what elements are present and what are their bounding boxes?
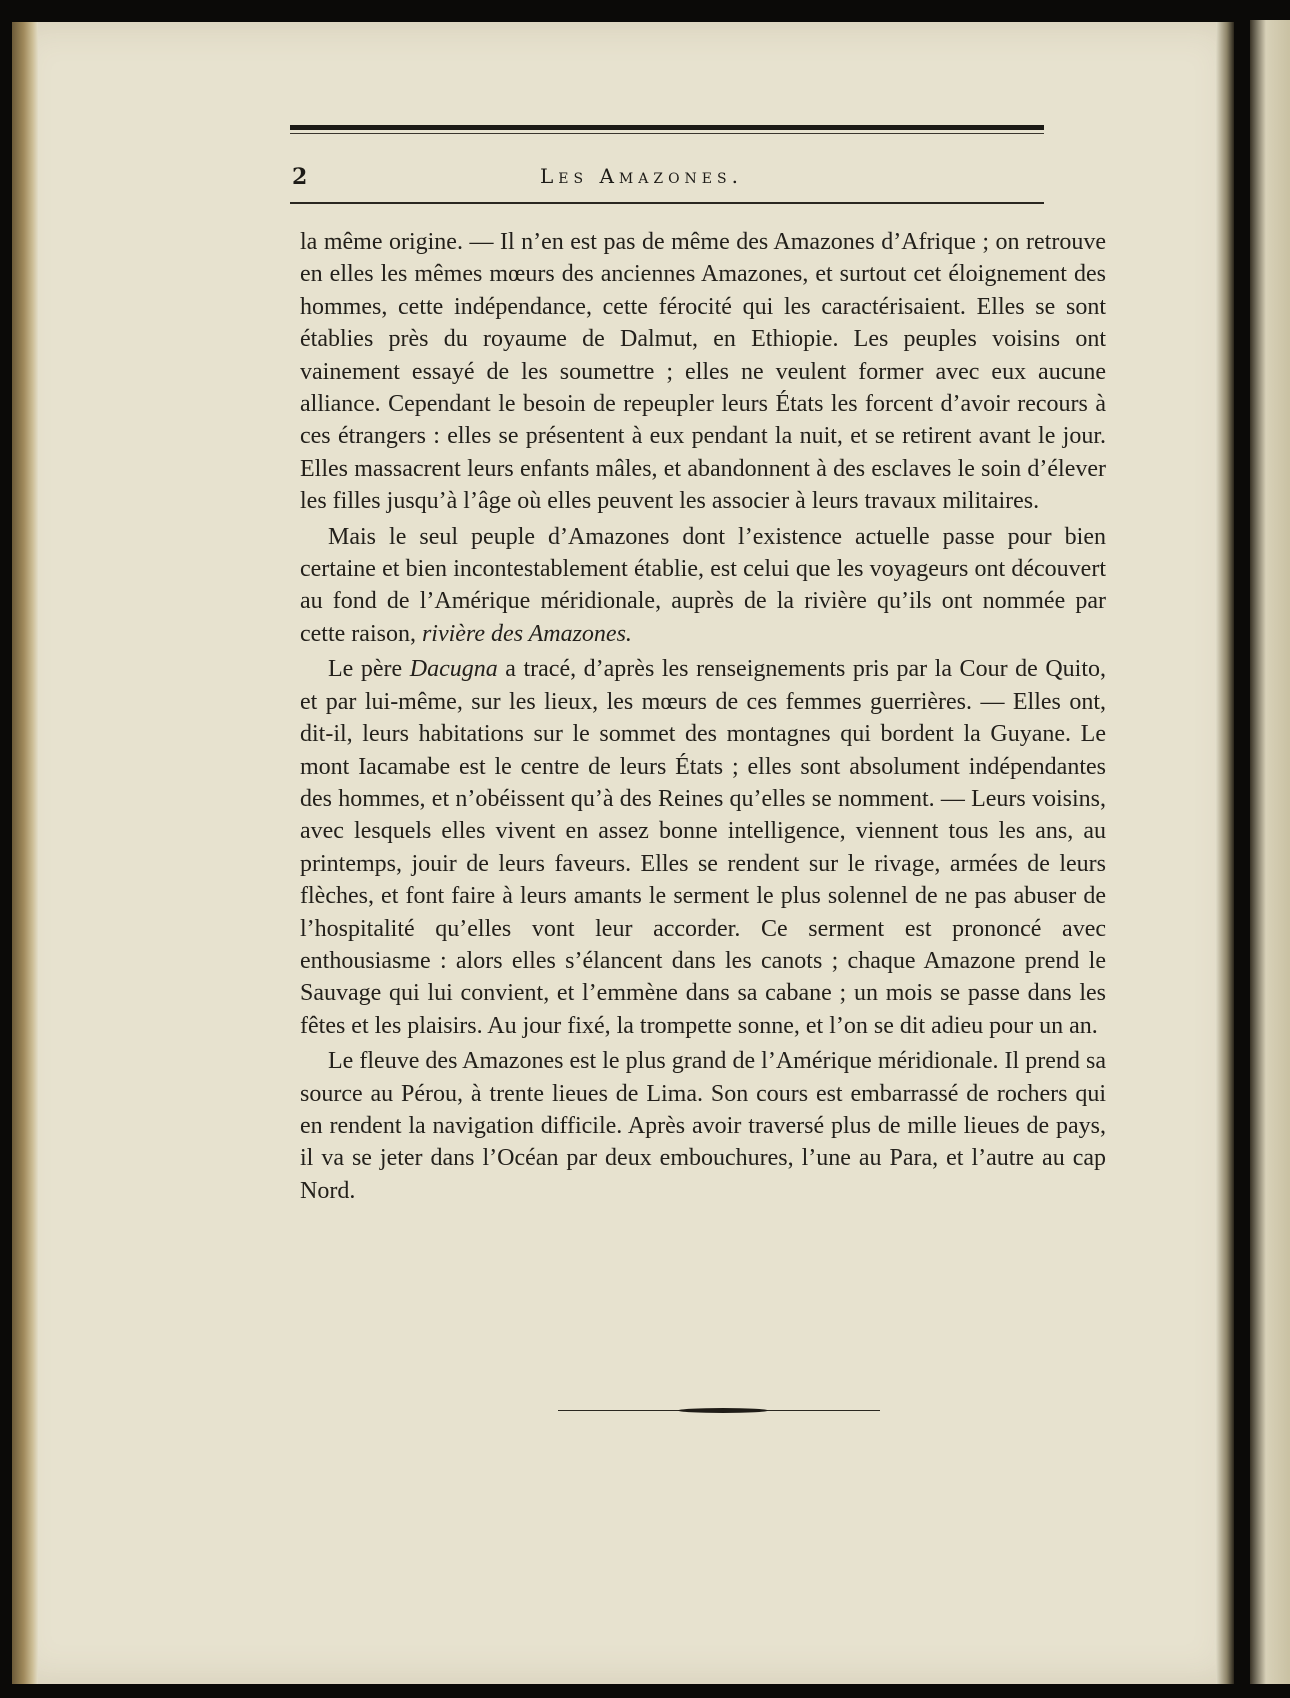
paragraph-1-text: la même origine. — Il n’en est pas de même des Amazones d’Afrique ; on retrouve en elles les mêmes mœurs des anciennes Amazones, et surtout cet éloignement des hommes, cette indépendance, cette férocité qui les caractérisaient. Elles se sont établies près du royaume de Dalmut, en Ethiopie. Les peuples voisins ont vainement essayé de les soumettre ; elles ne veulent former avec eux aucune alliance. Cependant le besoin de repeupler leurs États les forcent d’avoir recours à ces étrangers : elles se présentent à eux pendant la nuit, et se retirent avant le jour. Elles massacrent leurs enfants mâles, et abandonnent à des esclaves le soin d’élever les filles jusqu’à l’âge où elles peuvent les associer à leurs travaux militaires.	[300, 229, 1106, 515]
paragraph-2-italic: rivière des Amazones.	[421, 620, 632, 647]
paragraph-1	[300, 226, 1106, 518]
page-gutter	[1216, 22, 1234, 1684]
tailpiece-swell	[678, 1408, 768, 1413]
paragraph-2	[300, 521, 1106, 651]
page-number: 2	[292, 164, 308, 190]
paragraph-3-text: a tracé, d’après les renseignements pris par la Cour de Quito, et par lui-même, sur les lieux, les mœurs de ces femmes guerrières. — Elles ont, dit-il, leurs habitations sur le sommet des montagnes qui bordent la Guyane. Le mont Iacamabe est le centre de leurs États ; elles sont absolument indépendantes des hommes, et n’obéissent qu’à des Reines qu’elles se nomment. — Leurs voisins, avec lesquels elles vivent en assez bonne intelligence, viennent tous les ans, au printemps, jouir de leurs faveurs. Elles se rendent sur le rivage, armées de leurs flèches, et font faire à leurs amants le serment le plus solennel de ne pas abuser de l’hospitalité qu’elles vont leur accorder. Ce serment est prononcé avec enthousiasme : alors elles s’élancent dans les canots ; chaque Amazone prend le Sauvage qui lui convient, et l’emmène dans sa cabane ; un mois se passe dans les fêtes et les plaisirs. Au jour fixé, la trompette sonne, et l’on se dit adieu pour un an.	[300, 656, 1106, 1039]
paragraph-2-text: Mais le seul peuple d’Amazones dont l’existence actuelle passe pour bien certaine et bien incontestablement établie, est celui que les voyageurs ont découvert au fond de l’Amérique méridionale, auprès de la rivière qu’ils ont nommée par cette raison,	[300, 523, 1106, 647]
paragraph-3-italic: Dacugna	[409, 656, 498, 683]
tailpiece-ornament	[558, 1407, 880, 1414]
paragraph-4-text: Le fleuve des Amazones est le plus grand de l’Amérique méridionale. Il prend sa source au Pérou, à trente lieues de Lima. Son cours est embarrassé de rochers qui en rendent la navigation difficile. Après avoir traversé plus de mille lieues de pays, il va se jeter dans l’Océan par deux embouchures, l’une au Para, et l’autre au cap Nord.	[300, 1048, 1106, 1204]
paragraph-3	[300, 653, 1106, 1042]
body-text	[300, 226, 1106, 1207]
header-rule-bottom	[290, 202, 1044, 204]
running-head: Les Amazones.	[540, 164, 743, 188]
paragraph-3-prefix: Le père	[328, 656, 410, 683]
header-rule-thin	[290, 133, 1044, 134]
paragraph-4	[300, 1045, 1106, 1207]
page-fore-edge	[12, 22, 38, 1684]
adjacent-page-edge	[1250, 20, 1290, 1684]
header-rule-thick	[290, 125, 1044, 130]
